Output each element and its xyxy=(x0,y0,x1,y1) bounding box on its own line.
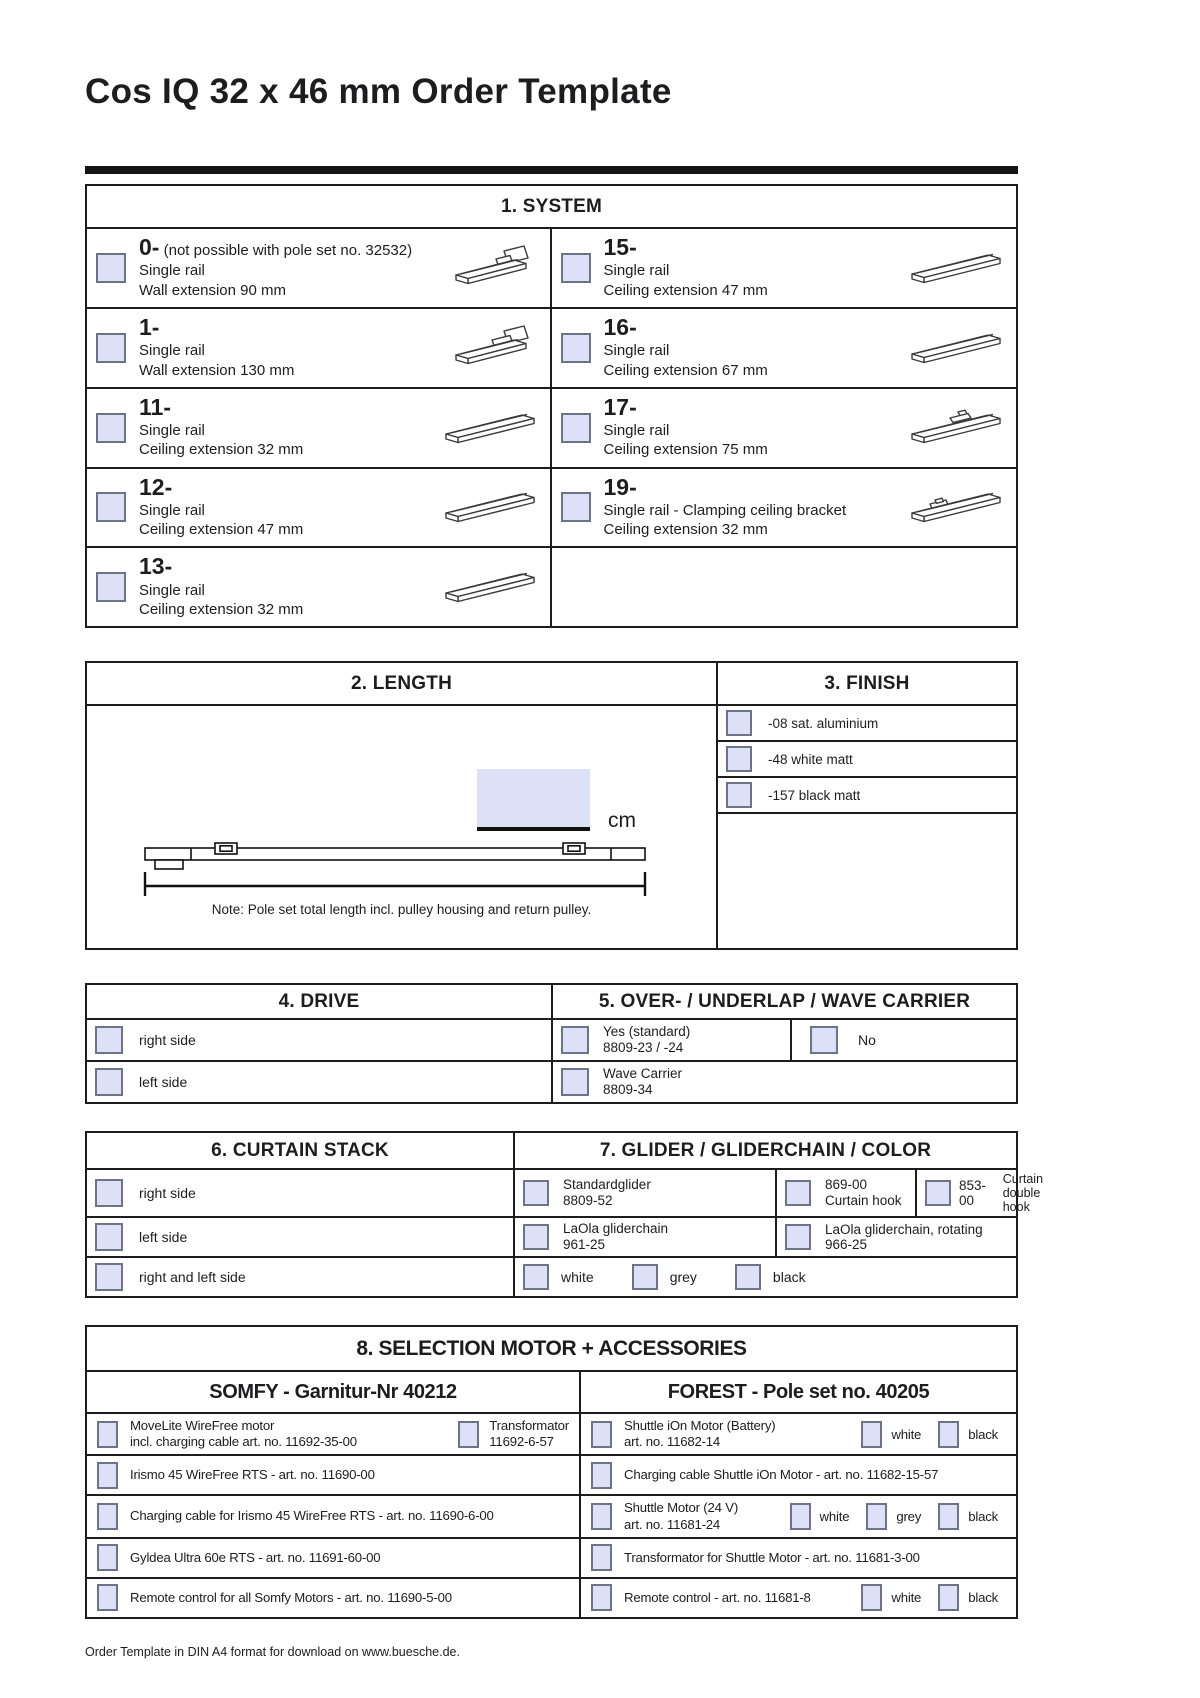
section-length-finish xyxy=(85,661,1018,950)
system-option-line1: Single rail xyxy=(139,342,205,360)
finish-aluminium-checkbox[interactable] xyxy=(726,710,752,736)
glider-color-label: grey xyxy=(669,1269,697,1286)
system-option-line2: Ceiling extension 67 mm xyxy=(603,361,768,379)
motor-item-line1: Shuttle iOn Motor (Battery) xyxy=(624,1418,776,1434)
glider-color-black-checkbox[interactable] xyxy=(735,1264,761,1290)
drive-option-label: right side xyxy=(139,1032,196,1049)
wave-carrier-code: 8809-34 xyxy=(603,1082,653,1098)
system-option-1-checkbox[interactable] xyxy=(96,333,126,363)
laola-gliderchain-checkbox[interactable] xyxy=(523,1224,549,1250)
shuttle-ion-cable-checkbox[interactable] xyxy=(591,1462,612,1489)
section-overlap-title: 5. OVER- / UNDERLAP / WAVE CARRIER xyxy=(598,991,971,1013)
laola-code: 961-25 xyxy=(563,1237,606,1253)
rail-ceiling-bracket-icon xyxy=(908,408,1004,448)
shuttle-black-checkbox[interactable] xyxy=(938,1503,959,1530)
laola-rotating-checkbox[interactable] xyxy=(785,1224,811,1250)
system-option-note: (not possible with pole set no. 32532) xyxy=(159,242,413,259)
motor-item-line2: art. no. 11682-14 xyxy=(624,1434,721,1450)
motor-item-line1: Shuttle Motor (24 V) xyxy=(624,1500,739,1516)
shuttle-motor-checkbox[interactable] xyxy=(591,1503,612,1530)
section-curtain-glider xyxy=(85,1131,1044,1298)
section-system-title: 1. SYSTEM xyxy=(87,186,1016,229)
system-option-15-checkbox[interactable] xyxy=(561,253,591,283)
motor-item-line1: Remote control for all Somfy Motors - art. no. 11690-5-00 xyxy=(130,1589,452,1605)
system-option-code: 17- xyxy=(603,393,637,420)
curtain-hook-label: Curtain hook xyxy=(825,1193,902,1209)
overlap-wave-carrier-checkbox[interactable] xyxy=(561,1068,589,1096)
system-option-code: 19- xyxy=(603,473,637,500)
motor-row-3 xyxy=(87,1496,1016,1538)
motor-item-line1: MoveLite WireFree motor xyxy=(130,1418,275,1434)
title-divider xyxy=(85,166,1018,174)
system-option-line1: Single rail xyxy=(139,581,205,599)
rail-ceiling-extension-icon xyxy=(908,248,1004,288)
finish-option-row xyxy=(718,778,1016,814)
system-option-line1: Single rail xyxy=(139,422,205,440)
system-option-1 xyxy=(87,309,552,389)
shuttle-grey-checkbox[interactable] xyxy=(866,1503,887,1530)
laola-label: LaOla gliderchain xyxy=(563,1220,669,1236)
section-drive-title: 4. DRIVE xyxy=(87,985,553,1018)
remote-black-checkbox[interactable] xyxy=(938,1584,959,1611)
rail-ceiling-extension-icon xyxy=(442,408,538,448)
shuttle-ion-white-checkbox[interactable] xyxy=(861,1421,882,1448)
order-template-page xyxy=(85,0,1044,1659)
forest-remote-checkbox[interactable] xyxy=(591,1584,612,1611)
curtain-option-label: right side xyxy=(139,1185,196,1202)
drive-option-label: left side xyxy=(139,1074,188,1091)
motor-row-5 xyxy=(87,1579,1016,1617)
system-option-12 xyxy=(87,469,552,549)
length-note: Note: Pole set total length incl. pulley housing and return pulley. xyxy=(211,902,592,918)
system-option-11 xyxy=(87,389,552,469)
overlap-yes-code: 8809-23 / -24 xyxy=(603,1040,684,1056)
system-option-code: 13- xyxy=(139,553,173,580)
system-options-grid xyxy=(87,229,1016,626)
color-label: black xyxy=(968,1509,998,1524)
system-option-line1: Single rail xyxy=(603,342,670,360)
standardglider-label: Standardglider xyxy=(563,1176,651,1192)
rail-ceiling-extension-icon xyxy=(908,328,1004,368)
length-input[interactable] xyxy=(477,769,590,831)
system-option-17-checkbox[interactable] xyxy=(561,413,591,443)
curtain-double-hook-checkbox[interactable] xyxy=(925,1180,951,1206)
system-option-13 xyxy=(87,548,552,626)
curtain-hook-checkbox[interactable] xyxy=(785,1180,811,1206)
system-option-line2: Ceiling extension 75 mm xyxy=(603,441,768,459)
transformator-label: Transformator xyxy=(489,1418,569,1434)
color-label: black xyxy=(968,1590,998,1606)
motor-item-line1: Transformator for Shuttle Motor - art. no. 11681-3-00 xyxy=(624,1549,920,1565)
system-option-line2: Ceiling extension 47 mm xyxy=(139,521,304,539)
curtain-left-checkbox[interactable] xyxy=(95,1223,123,1251)
system-option-13-checkbox[interactable] xyxy=(96,572,126,602)
rail-ceiling-extension-icon xyxy=(442,567,538,607)
section-motor-title: 8. SELECTION MOTOR + ACCESSORIES xyxy=(87,1327,1016,1372)
rail-clamping-bracket-icon xyxy=(908,487,1004,527)
system-option-line2: Ceiling extension 47 mm xyxy=(603,281,768,299)
system-option-17 xyxy=(552,389,1017,469)
overlap-no-label: No xyxy=(858,1032,876,1049)
system-option-16 xyxy=(552,309,1017,389)
motor-item-line2: art. no. 11681-24 xyxy=(624,1516,721,1532)
section-glider-title: 7. GLIDER / GLIDERCHAIN / COLOR xyxy=(599,1140,932,1162)
rail-wall-extension-icon xyxy=(452,325,538,371)
somfy-column-header: SOMFY - Garnitur-Nr 40212 xyxy=(87,1372,581,1412)
system-option-line2: Wall extension 130 mm xyxy=(139,361,295,379)
section-drive-overlap xyxy=(85,983,1018,1104)
color-label: black xyxy=(968,1426,998,1442)
system-option-code: 0- xyxy=(139,234,160,260)
curtain-option-label: right and left side xyxy=(139,1269,246,1286)
irismo-cable-checkbox[interactable] xyxy=(97,1503,118,1530)
laola-rotating-label: LaOla gliderchain, rotating 966-25 xyxy=(825,1222,983,1253)
system-option-line1: Single rail xyxy=(603,262,670,280)
motor-item-line1: Gyldea Ultra 60e RTS - art. no. 11691-60-00 xyxy=(130,1549,381,1565)
glider-color-grey-checkbox[interactable] xyxy=(632,1264,658,1290)
overlap-no-checkbox[interactable] xyxy=(810,1026,838,1054)
system-option-19-checkbox[interactable] xyxy=(561,492,591,522)
system-option-code: 1- xyxy=(139,313,160,340)
finish-black-checkbox[interactable] xyxy=(726,782,752,808)
color-label: white xyxy=(891,1426,922,1442)
system-option-line2: Ceiling extension 32 mm xyxy=(139,601,304,619)
motor-item-line2: incl. charging cable art. no. 11692-35-00 xyxy=(130,1434,357,1450)
shuttle-transformator-checkbox[interactable] xyxy=(591,1544,612,1571)
overlap-yes-label: Yes (standard) xyxy=(603,1023,691,1039)
motor-row-2 xyxy=(87,1456,1016,1496)
section-finish xyxy=(718,663,1016,948)
system-option-line1: Single rail xyxy=(139,502,205,519)
section-system xyxy=(85,184,1018,628)
overlap-yes-checkbox[interactable] xyxy=(561,1026,589,1054)
curtain-glider-row-2 xyxy=(87,1218,1016,1258)
section-length xyxy=(87,663,718,948)
section-finish-title: 3. FINISH xyxy=(718,663,1016,706)
motor-row-4 xyxy=(87,1539,1016,1579)
system-option-line1: Single rail xyxy=(603,422,670,440)
system-option-19 xyxy=(552,469,1017,549)
rail-ceiling-extension-icon xyxy=(442,487,538,527)
curtain-hook-code: 869-00 xyxy=(825,1176,868,1192)
finish-option-row xyxy=(718,742,1016,778)
remote-white-checkbox[interactable] xyxy=(861,1584,882,1611)
forest-column-header: FOREST - Pole set no. 40205 xyxy=(667,1381,930,1404)
drive-left-checkbox[interactable] xyxy=(95,1068,123,1096)
system-empty-cell xyxy=(552,548,1017,626)
motor-row-1 xyxy=(87,1414,1016,1456)
curtain-double-hook-label: Curtain double hook xyxy=(1002,1172,1044,1215)
system-option-code: 16- xyxy=(603,313,637,340)
section-curtain-title: 6. CURTAIN STACK xyxy=(87,1133,515,1168)
shuttle-ion-black-checkbox[interactable] xyxy=(938,1421,959,1448)
system-option-code: 12- xyxy=(139,473,173,500)
section-motor xyxy=(85,1325,1018,1618)
drive-overlap-row-2 xyxy=(87,1062,1016,1102)
finish-white-checkbox[interactable] xyxy=(726,746,752,772)
page-title: Cos IQ 32 x 46 mm Order Template xyxy=(85,72,672,111)
length-unit-label: cm xyxy=(608,809,636,833)
glider-color-label: black xyxy=(772,1269,806,1286)
pole-length-diagram-icon xyxy=(133,840,678,898)
movelite-motor-checkbox[interactable] xyxy=(97,1421,118,1448)
motor-item-line1: Irismo 45 WireFree RTS - art. no. 11690-00 xyxy=(130,1467,375,1483)
shuttle-white-checkbox[interactable] xyxy=(790,1503,811,1530)
glider-color-white-checkbox[interactable] xyxy=(523,1264,549,1290)
system-option-15 xyxy=(552,229,1017,309)
drive-overlap-row-1 xyxy=(87,1020,1016,1062)
system-option-11-checkbox[interactable] xyxy=(96,413,126,443)
system-option-12-checkbox[interactable] xyxy=(96,492,126,522)
color-label: white xyxy=(819,1509,850,1524)
section-length-title: 2. LENGTH xyxy=(87,663,716,706)
standardglider-checkbox[interactable] xyxy=(523,1180,549,1206)
system-option-code: 15- xyxy=(603,234,637,260)
somfy-remote-checkbox[interactable] xyxy=(97,1584,118,1611)
drive-right-checkbox[interactable] xyxy=(95,1026,123,1054)
system-option-16-checkbox[interactable] xyxy=(561,333,591,363)
motor-item-line1: Charging cable Shuttle iOn Motor - art. no. 11682-15-57 xyxy=(624,1467,939,1483)
wave-carrier-label: Wave Carrier xyxy=(603,1065,683,1081)
footer-note: Order Template in DIN A4 format for download on www.buesche.de. xyxy=(85,1644,460,1659)
shuttle-ion-motor-checkbox[interactable] xyxy=(591,1421,612,1448)
curtain-both-checkbox[interactable] xyxy=(95,1263,123,1291)
transformator-code: 11692-6-57 xyxy=(489,1434,554,1450)
system-option-0 xyxy=(87,229,552,309)
system-option-line2: Ceiling extension 32 mm xyxy=(139,441,304,459)
color-label: grey xyxy=(896,1509,922,1524)
system-option-line2: Ceiling extension 32 mm xyxy=(603,521,768,539)
finish-option-label: -08 sat. aluminium xyxy=(768,715,879,731)
motor-item-line1: Charging cable for Irismo 45 WireFree RTS - art. no. 11690-6-00 xyxy=(130,1508,494,1524)
system-option-code: 11- xyxy=(139,393,171,420)
curtain-glider-row-1 xyxy=(87,1170,1044,1218)
gyldea-motor-checkbox[interactable] xyxy=(97,1544,118,1571)
curtain-right-checkbox[interactable] xyxy=(95,1179,123,1207)
finish-option-label: -48 white matt xyxy=(768,751,853,767)
system-option-line1: Single rail - Clamping ceiling bracket xyxy=(603,502,847,519)
irismo-motor-checkbox[interactable] xyxy=(97,1462,118,1489)
glider-color-label: white xyxy=(561,1269,594,1286)
transformator-checkbox[interactable] xyxy=(458,1421,479,1448)
finish-option-row xyxy=(718,706,1016,742)
standardglider-code: 8809-52 xyxy=(563,1193,613,1209)
curtain-double-hook-code: 853-00 xyxy=(959,1178,987,1209)
rail-wall-extension-icon xyxy=(452,245,538,291)
curtain-option-label: left side xyxy=(139,1229,188,1246)
curtain-glider-row-3 xyxy=(87,1258,1016,1296)
system-option-line1: Single rail xyxy=(139,262,205,280)
color-label: white xyxy=(891,1590,922,1606)
finish-option-label: -157 black matt xyxy=(768,787,861,803)
system-option-line2: Wall extension 90 mm xyxy=(139,281,286,299)
motor-item-line1: Remote control - art. no. 11681-8 xyxy=(624,1589,811,1605)
system-option-0-checkbox[interactable] xyxy=(96,253,126,283)
